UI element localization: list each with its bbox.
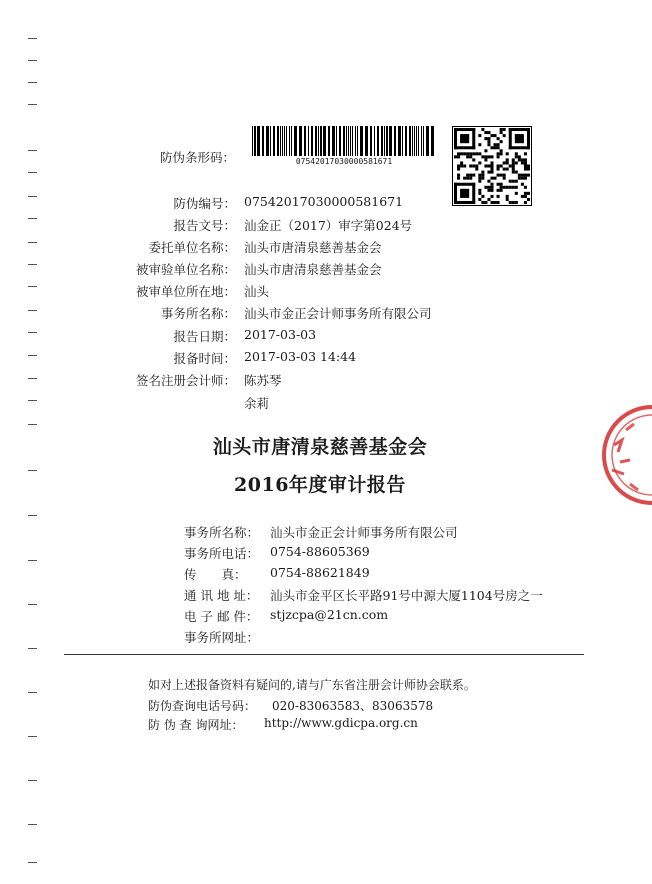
firm-label: 通 讯 地 址： xyxy=(184,588,259,603)
info-label: 签名注册会计师： xyxy=(135,373,236,388)
document-subtitle: 2016年度审计报告 xyxy=(234,474,406,496)
firm-value: 汕头市金正会计师事务所有限公司 xyxy=(270,525,458,540)
info-value: 汕金正（2017）审字第024号 xyxy=(244,218,413,233)
info-label: 被审单位所在地： xyxy=(135,284,236,299)
info-label: 事务所名称： xyxy=(160,306,236,321)
info-label: 报告文号： xyxy=(173,218,236,233)
info-value: 汕头市唐清泉慈善基金会 xyxy=(244,240,382,255)
barcode-bars xyxy=(250,126,438,156)
info-label: 报备时间： xyxy=(173,351,236,366)
info-label: 委托单位名称： xyxy=(148,240,236,255)
info-label: 防伪编号： xyxy=(173,196,236,211)
info-value: 2017-03-03 xyxy=(244,327,317,342)
footer-phone-value: 020-83063583、83063578 xyxy=(272,699,434,713)
info-value: 07542017030000581671 xyxy=(244,194,404,209)
firm-value[interactable]: stjzcpa@21cn.com xyxy=(270,607,389,622)
firm-value: 0754-88621849 xyxy=(270,565,370,580)
info-value: 余莉 xyxy=(244,396,270,411)
firm-label: 传 真： xyxy=(184,567,247,582)
firm-label: 事务所电话： xyxy=(184,546,260,561)
firm-label: 电 子 邮 件： xyxy=(184,609,259,624)
footer-phone-label: 防伪查询电话号码： xyxy=(148,699,257,713)
info-value: 汕头市唐清泉慈善基金会 xyxy=(244,262,382,277)
info-value: 汕头 xyxy=(244,284,270,299)
firm-label: 事务所名称： xyxy=(184,525,260,540)
document-title: 汕头市唐清泉慈善基金会 xyxy=(212,436,428,458)
barcode-number: 07542017030000581671 xyxy=(295,157,393,166)
firm-value: 0754-88605369 xyxy=(270,544,370,559)
footer-site-link[interactable]: http://www.gdicpa.org.cn xyxy=(264,716,418,730)
info-value: 陈苏琴 xyxy=(244,373,282,388)
info-value: 2017-03-03 14:44 xyxy=(244,349,357,364)
info-label: 被审验单位名称： xyxy=(135,262,236,277)
info-label: 报告日期： xyxy=(173,329,236,344)
barcode xyxy=(250,126,438,166)
qr-code xyxy=(452,126,532,210)
barcode-label: 防伪条形码： xyxy=(160,150,236,165)
firm-value: 汕头市金平区长平路91号中源大厦1104号房之一 xyxy=(270,588,543,603)
seal-stamp xyxy=(600,400,652,510)
firm-label: 事务所网址： xyxy=(184,630,260,645)
footer-site-label: 防 伪 查 询网址： xyxy=(148,718,244,732)
info-value: 汕头市金正会计师事务所有限公司 xyxy=(244,306,432,321)
footer-notice: 如对上述报备资料有疑问的,请与广东省注册会计师协会联系。 xyxy=(148,678,476,692)
divider xyxy=(64,654,584,655)
